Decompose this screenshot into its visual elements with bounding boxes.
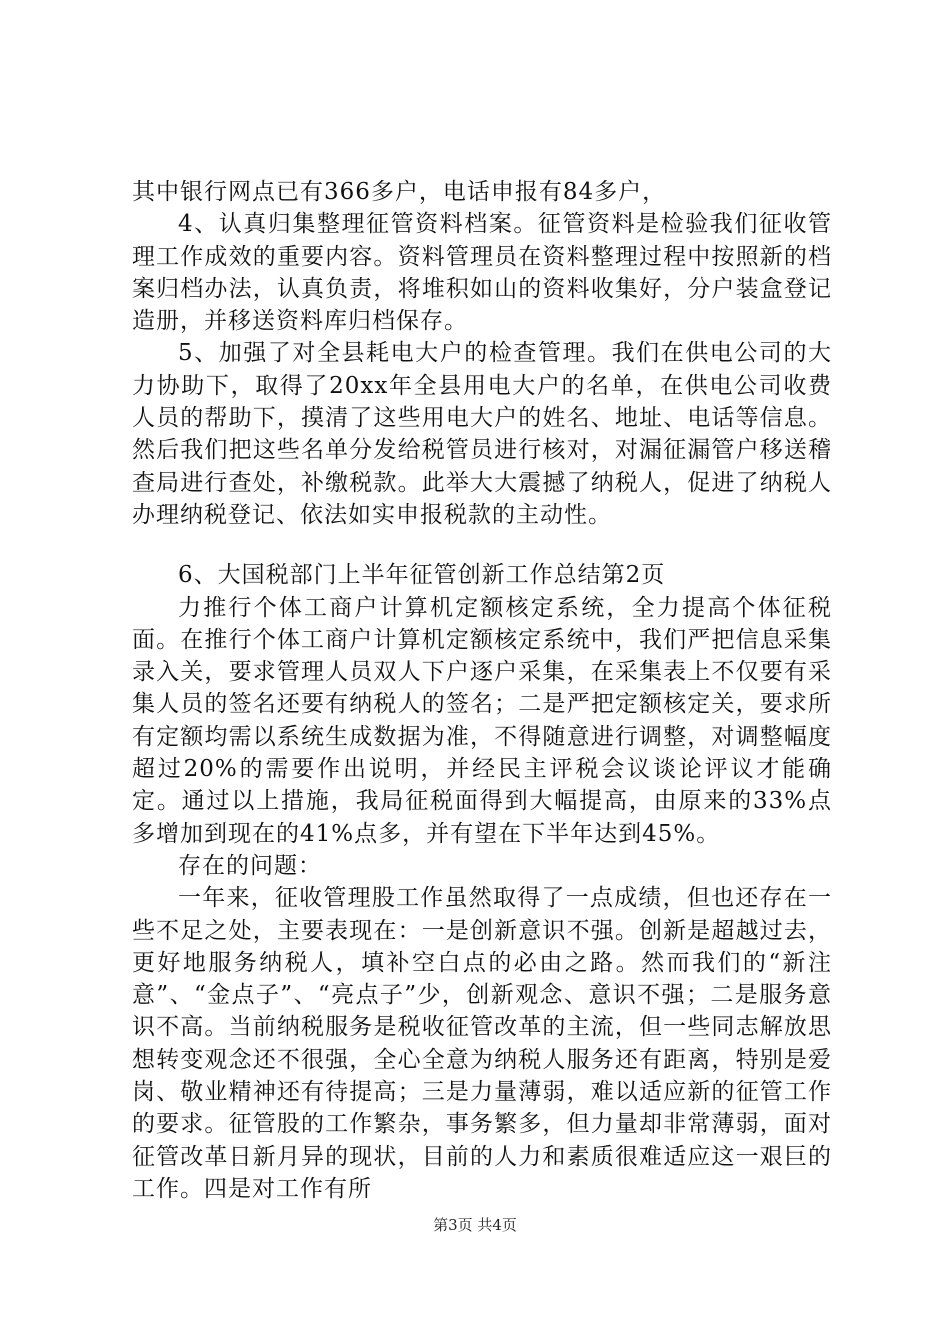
paragraph-problems: 一年来，征收管理股工作虽然取得了一点成绩，但也还存在一些不足之处，主要表现在：一是创新意识不强。创新是超越过去，更好地服务纳税人，填补空白点的必由之路。然而我们的“新注意”、“金点子”、“亮点子”少，创新观念、意识不强；二是服务意识不高。当前纳税服务是税收征管改革的主流，但一些同志解放思想转变观念还不很强，全心全意为纳税人服务还有距离，特别是爱岗、敬业精神还有待提高；三是力量薄弱，难以适应新的征管工作的要求。征管股的工作繁杂，事务繁多，但力量却非常薄弱，面对征管改革日新月异的现状，目前的人力和素质很难适应这一艰巨的工作。四是对工作有所 xyxy=(132,885,832,1202)
paragraph-spacer xyxy=(132,531,832,559)
document-body xyxy=(132,176,832,1205)
page-number-footer: 第3页 共4页 xyxy=(433,1216,517,1234)
section-heading-problems: 存在的问题： xyxy=(178,852,322,879)
paragraph-item-4: 4、认真归集整理征管资料档案。征管资料是检验我们征收管理工作成效的重要内容。资料管理员在资料整理过程中按照新的档案归档办法，认真负责，将堆积如山的资料收集好，分户装盒登记造册，并移送资料库归档保存。 xyxy=(132,211,832,335)
paragraph-continuation: 其中银行网点已有366多户，电话申报有84多户， xyxy=(132,179,667,205)
paragraph-item-6-body: 力推行个体工商户计算机定额核定系统，全力提高个体征税面。在推行个体工商户计算机定额核定系统中，我们严把信息采集录入关，要求管理人员双人下户逐户采集，在采集表上不仅要有采集人员的签名还要有纳税人的签名；二是严把定额核定关，要求所有定额均需以系统生成数据为准，不得随意进行调整，对调整幅度超过20%的需要作出说明，并经民主评税会议谈论评议才能确定。通过以上措施，我局征税面得到大幅提高，由原来的33%点多增加到现在的41%点多，并有望在下半年达到45%。 xyxy=(132,594,832,847)
paragraph-item-6-heading: 6、大国税部门上半年征管创新工作总结第2页 xyxy=(178,562,666,589)
paragraph-item-5: 5、加强了对全县耗电大户的检查管理。我们在供电公司的大力协助下，取得了20xx年全县用电大户的名单，在供电公司收费人员的帮助下，摸清了这些用电大户的姓名、地址、电话等信息。然后我们把这些名单分发给税管员进行核对，对漏征漏管户移送稽查局进行查处，补缴税款。此举大大震撼了纳税人，促进了纳税人办理纳税登记、依法如实申报税款的主动性。 xyxy=(132,340,832,528)
